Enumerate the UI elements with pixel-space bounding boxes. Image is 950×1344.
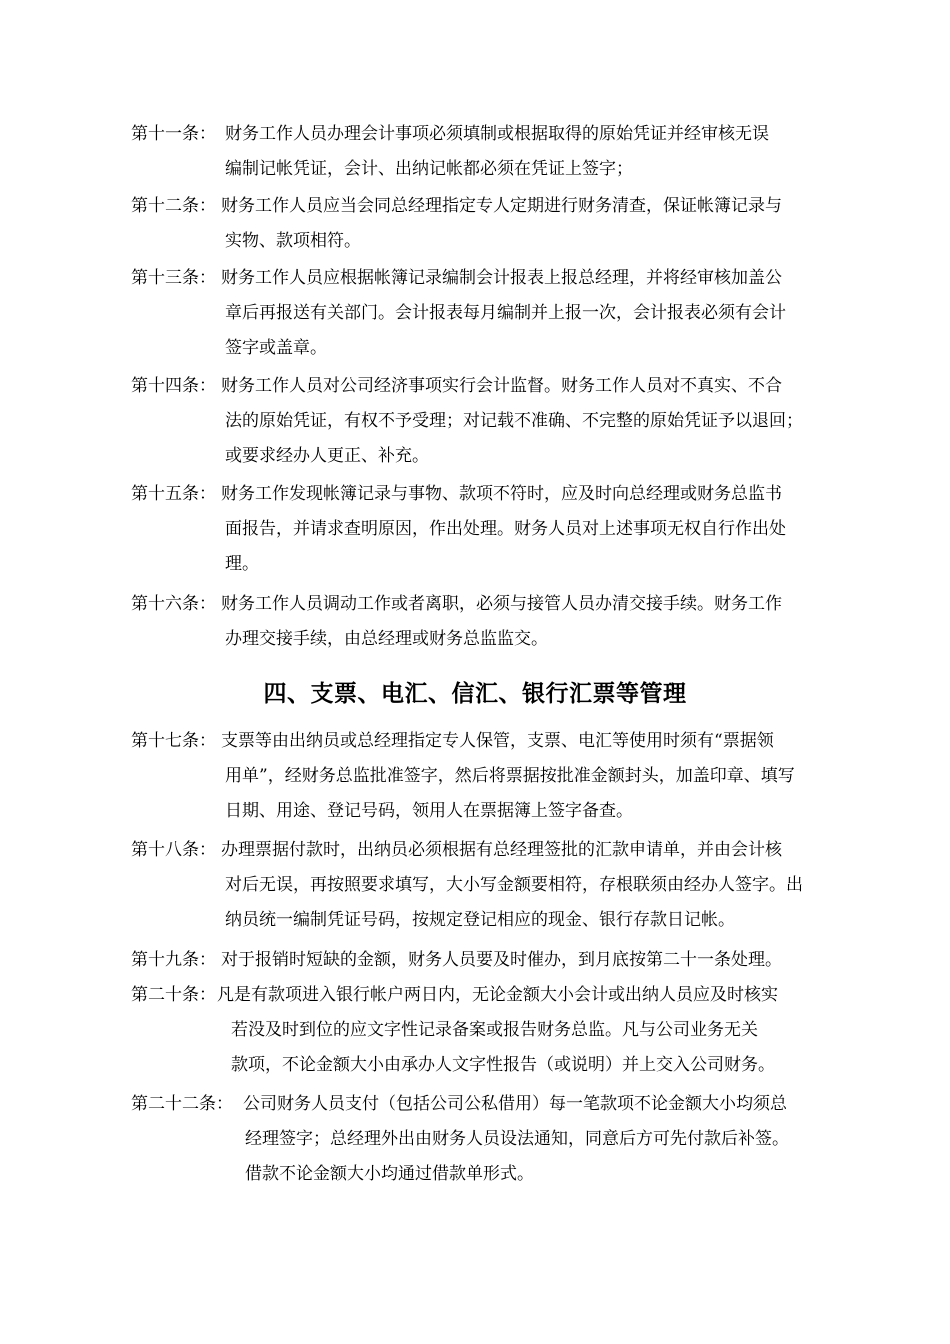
article-line: 日期、用途、登记号码，领用人在票据簿上签字备查。: [225, 801, 633, 821]
article-number: 第十二条：: [131, 196, 216, 216]
article-line: 理。: [225, 554, 259, 574]
article-line: 借款不论金额大小均通过借款单形式。: [245, 1164, 534, 1184]
article-line: 签字或盖章。: [225, 338, 327, 358]
article-line: 凡是有款项进入银行帐户两日内，无论金额大小会计或出纳人员应及时核实: [217, 985, 778, 1005]
article-line: 办理交接手续，由总经理或财务总监监交。: [225, 629, 548, 649]
article-line: 办理票据付款时，出纳员必须根据有总经理签批的汇款申请单，并由会计核: [221, 840, 782, 860]
article-line: 款项，不论金额大小由承办人文字性报告（或说明）并上交入公司财务。: [231, 1055, 775, 1075]
article-13: [131, 261, 851, 366]
article-16: [131, 587, 851, 657]
article-number: 第十九条：: [131, 950, 216, 970]
article-15: [131, 477, 851, 582]
article-number: 第十一条：: [131, 124, 216, 144]
article-11: [131, 117, 851, 187]
article-line: 对后无误，再按照要求填写，大小写金额要相符，存根联须由经办人签字。出: [225, 875, 803, 895]
article-12: [131, 189, 851, 259]
article-19: [131, 943, 851, 978]
article-number: 第十五条：: [131, 484, 216, 504]
article-number: 第十三条：: [131, 268, 216, 288]
article-line: 财务工作人员办理会计事项必须填制或根据取得的原始凭证并经审核无误: [225, 124, 769, 144]
article-number: 第十七条：: [131, 731, 216, 751]
article-line: 面报告，并请求查明原因，作出处理。财务人员对上述事项无权自行作出处: [225, 519, 786, 539]
article-line: 财务工作人员对公司经济事项实行会计监督。财务工作人员对不真实、不合: [221, 376, 782, 396]
article-number: 第十八条：: [131, 840, 216, 860]
article-18: [131, 833, 851, 938]
article-number: 第二十条：: [131, 985, 216, 1005]
article-number: 第二十二条：: [131, 1094, 233, 1114]
article-14: [131, 369, 851, 474]
article-line: 财务工作发现帐簿记录与事物、款项不符时，应及时向总经理或财务总监书: [221, 484, 782, 504]
article-line: 若没及时到位的应文字性记录备案或报告财务总监。凡与公司业务无关: [231, 1020, 758, 1040]
article-line: 法的原始凭证，有权不予受理；对记载不准确、不完整的原始凭证予以退回；: [225, 411, 803, 431]
article-20: [131, 978, 851, 1083]
article-22: [131, 1087, 851, 1192]
article-line: 编制记帐凭证，会计、出纳记帐都必须在凭证上签字；: [225, 159, 633, 179]
article-line: 对于报销时短缺的金额，财务人员要及时催办，到月底按第二十一条处理。: [221, 950, 782, 970]
section-heading: 四、支票、电汇、信汇、银行汇票等管理: [263, 680, 687, 707]
article-line: 实物、款项相符。: [225, 231, 361, 251]
article-number: 第十四条：: [131, 376, 216, 396]
article-17: [131, 724, 851, 829]
article-line: 经理签字；总经理外出由财务人员设法通知，同意后方可先付款后补签。: [245, 1129, 789, 1149]
article-line: 纳员统一编制凭证号码，按规定登记相应的现金、银行存款日记帐。: [225, 910, 735, 930]
article-line: 财务工作人员应当会同总经理指定专人定期进行财务清查，保证帐簿记录与: [221, 196, 782, 216]
article-line: 公司财务人员支付（包括公司公私借用）每一笔款项不论金额大小均须总: [243, 1094, 787, 1114]
article-number: 第十六条：: [131, 594, 216, 614]
article-line: 或要求经办人更正、补充。: [225, 446, 429, 466]
article-line: 支票等由出纳员或总经理指定专人保管，支票、电汇等使用时须有“票据领: [221, 731, 774, 751]
article-line: 财务工作人员应根据帐簿记录编制会计报表上报总经理，并将经审核加盖公: [221, 268, 782, 288]
article-line: 财务工作人员调动工作或者离职，必须与接管人员办清交接手续。财务工作: [221, 594, 782, 614]
article-line: 用单”，经财务总监批准签字，然后将票据按批准金额封头，加盖印章、填写: [225, 766, 795, 786]
article-line: 章后再报送有关部门。会计报表每月编制并上报一次，会计报表必须有会计: [225, 303, 786, 323]
